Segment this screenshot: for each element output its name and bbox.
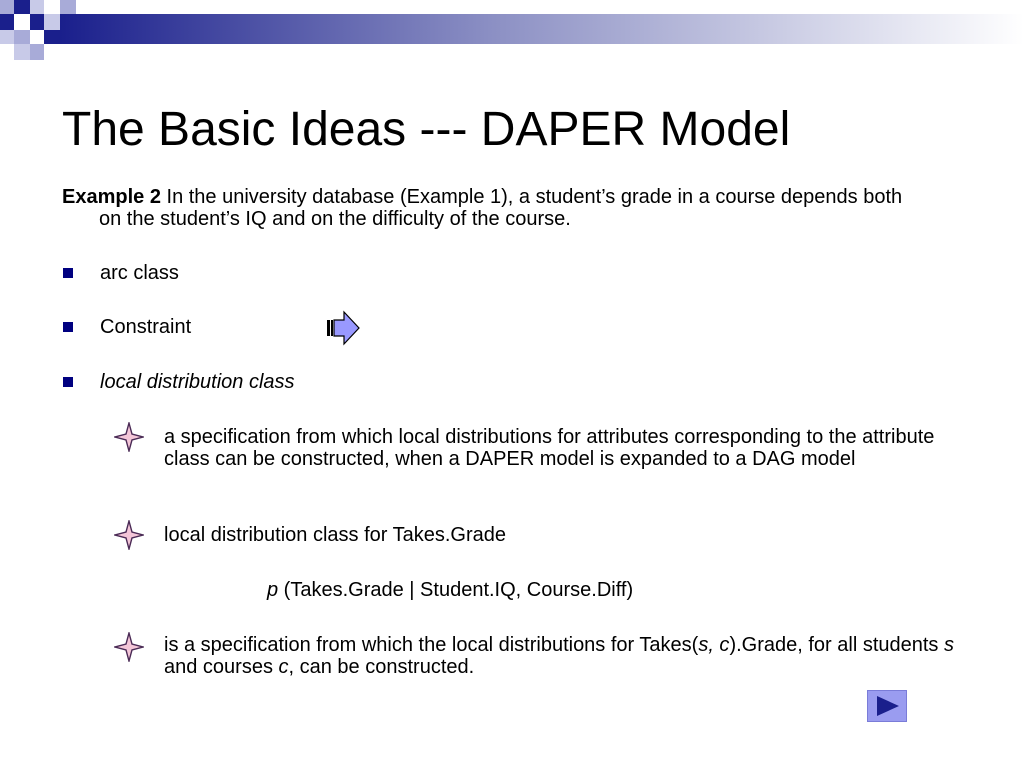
example-label: Example 2	[62, 186, 161, 208]
text-part: is a specification from which the local distributions for Takes(	[164, 634, 699, 656]
bullet-arc-class: arc class	[100, 262, 179, 284]
header-decoration	[0, 0, 1024, 62]
text-part: and courses	[164, 656, 279, 678]
square-bullet-icon	[63, 322, 73, 332]
right-arrow-icon	[326, 310, 360, 346]
four-point-star-icon	[114, 520, 144, 550]
formula-p: p	[267, 579, 279, 601]
example-text: In the university database (Example 1), a student’s grade in a course depends both on the student’s IQ and on the difficulty of the course.	[99, 186, 903, 230]
formula-text-2: Student.IQ, Course.Diff)	[414, 579, 634, 601]
square-bullet-icon	[63, 268, 73, 278]
sub-bullet-specification-takes	[164, 634, 964, 678]
next-slide-button[interactable]	[867, 690, 907, 722]
sub-bullet-specification: a specification from which local distributions for attributes corresponding to the attribute class can be constructed, when a DAPER model is expanded to a DAG model	[164, 426, 935, 470]
italic-part: c	[278, 656, 289, 678]
four-point-star-icon	[114, 632, 144, 662]
formula	[267, 579, 633, 601]
square-bullet-icon	[63, 377, 73, 387]
slide-title: The Basic Ideas --- DAPER Model	[62, 103, 791, 156]
bullet-constraint: Constraint	[100, 316, 192, 338]
bullet-local-distribution-class: local distribution class	[100, 371, 295, 393]
text-part: ).Grade, for all students	[729, 634, 944, 656]
four-point-star-icon	[114, 422, 144, 452]
text-part: , can be constructed.	[288, 656, 475, 678]
play-triangle-icon	[868, 691, 906, 721]
italic-part: s, c	[698, 634, 730, 656]
sub-bullet-takes-grade: local distribution class for Takes.Grade	[164, 524, 507, 546]
example-paragraph	[62, 186, 929, 230]
formula-bar: |	[409, 579, 415, 601]
italic-part: s	[943, 634, 954, 656]
formula-text: (Takes.Grade	[278, 579, 410, 601]
